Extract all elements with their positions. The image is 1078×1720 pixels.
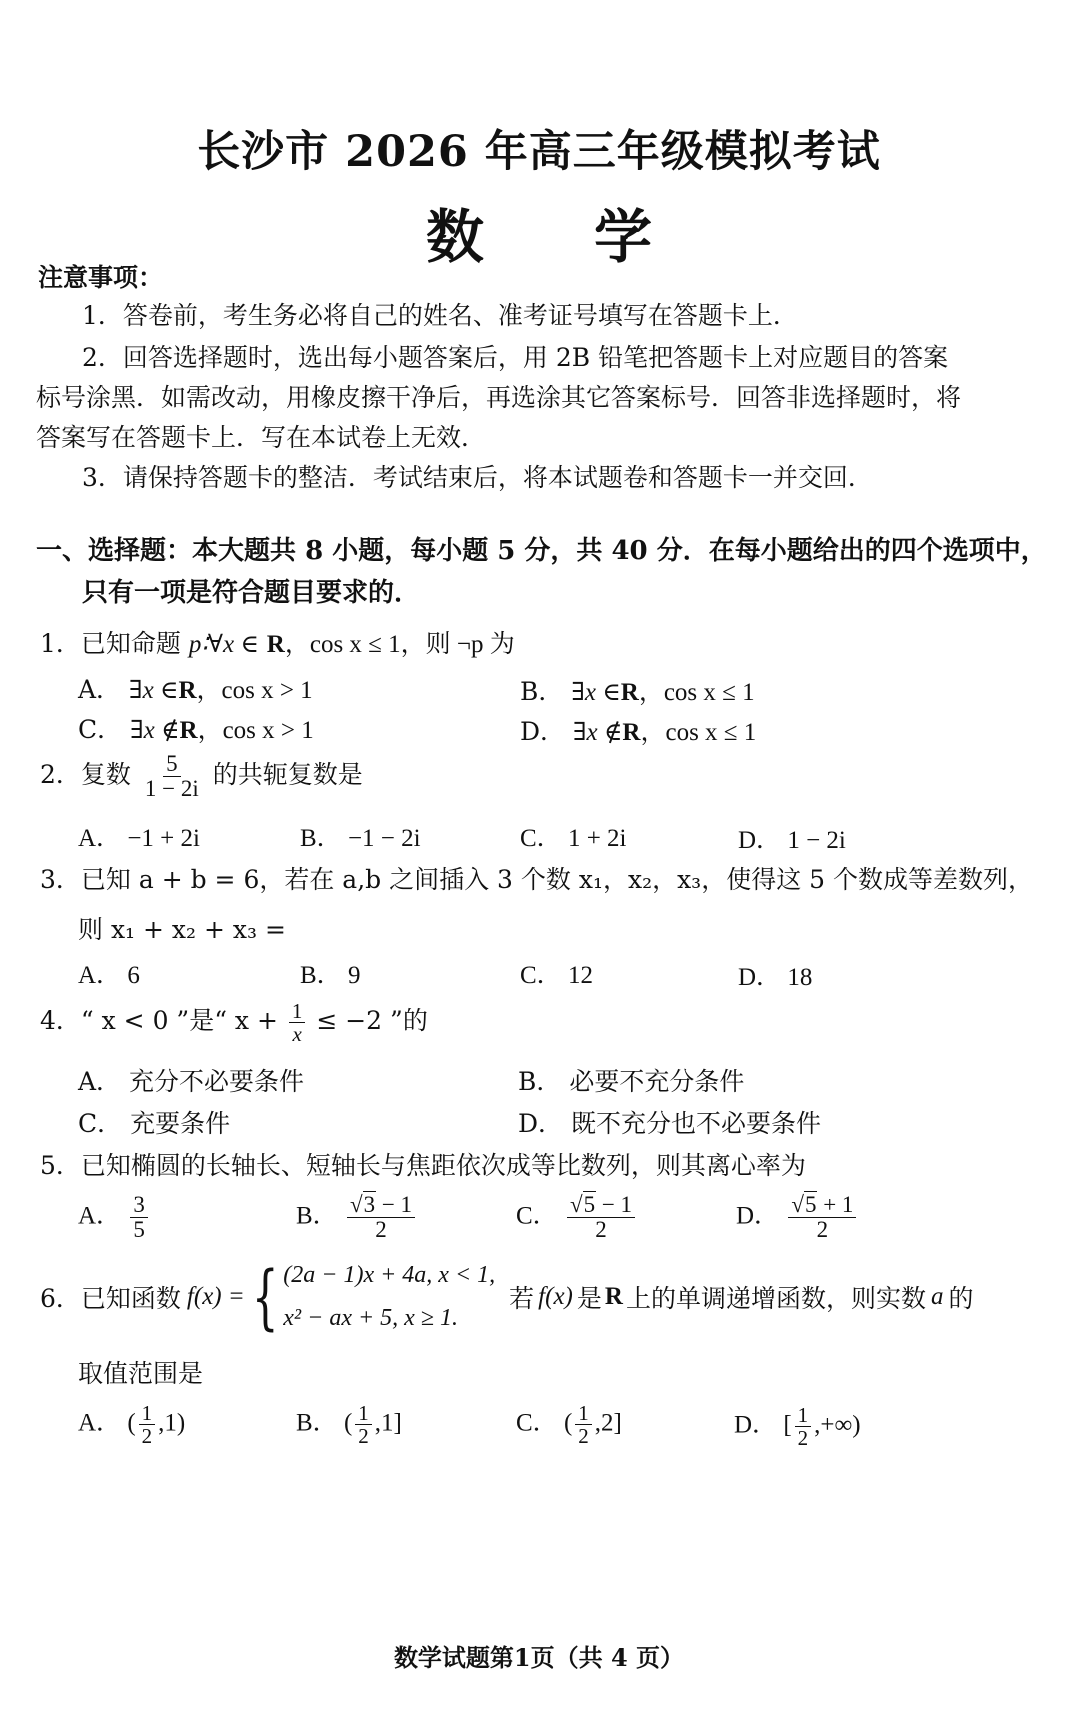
q4-option-b[interactable] — [518, 1062, 744, 1098]
q1-option-a-quant: ∃x ∈ — [129, 677, 179, 704]
q1-option-d-quant: ∃x ∉ — [573, 719, 623, 746]
q6-number: 6． — [40, 1284, 81, 1313]
q2-option-d-text: 1 − 2i — [787, 827, 846, 854]
q5-option-c-num — [567, 1193, 635, 1218]
q2-option-c-label: C． — [520, 825, 562, 852]
section-heading — [36, 530, 1047, 567]
q4-option-d-text: 既不充分也不必要条件 — [571, 1109, 822, 1138]
q6-option-c-close: ,2] — [594, 1409, 622, 1437]
q5-option-b-radicand: 3 — [363, 1192, 376, 1217]
q1-stem-b: ，cos x ≤ 1，则 ¬p 为 — [284, 631, 515, 658]
q2-option-c[interactable] — [520, 818, 626, 854]
q2-option-b-label: B． — [300, 825, 342, 852]
q6-cases — [283, 1262, 495, 1332]
q1-option-b-set: R — [620, 679, 639, 706]
q1-option-b-cond: ，cos x ≤ 1 — [638, 679, 755, 706]
q5-option-a-fraction — [130, 1193, 148, 1242]
q6-option-d-half — [795, 1404, 812, 1449]
q1-stem-a: 已知命题 — [80, 629, 181, 658]
q3-option-b-text: 9 — [347, 962, 361, 989]
q5-option-b-label: B． — [296, 1202, 338, 1230]
q2-option-b[interactable] — [300, 818, 421, 854]
q6-stem-b4: 的 — [948, 1284, 974, 1313]
page-footer: 数学试题第1页（共 4 页） — [393, 1643, 685, 1672]
q3-option-c-label: C． — [520, 962, 562, 989]
q2-stem-b: 的共轭复数是 — [212, 760, 363, 790]
q6-option-b-label: B． — [296, 1409, 338, 1437]
q6-function-name: f(x) = — [186, 1283, 245, 1310]
q2-option-a-text: −1 + 2i — [127, 825, 200, 852]
q6-option-a-half — [139, 1402, 156, 1447]
half-den: 2 — [578, 1424, 589, 1449]
q4-option-a[interactable] — [78, 1062, 304, 1098]
q5-option-b[interactable] — [296, 1193, 418, 1242]
q4-fraction-num: 1 — [289, 1000, 306, 1023]
q5-option-b-rest: − 1 — [376, 1192, 413, 1217]
section-prefix: 一、选择题： — [36, 536, 193, 566]
subject-char-2: 学 — [594, 203, 653, 271]
q1-option-b[interactable] — [520, 672, 755, 708]
q3-option-a[interactable] — [78, 955, 140, 991]
q6-option-c-half — [575, 1402, 592, 1447]
q4-option-d-label: D． — [518, 1109, 564, 1138]
half-den: 2 — [358, 1424, 369, 1449]
question-3-stem — [40, 860, 1033, 896]
note-item-2-line-2: 标号涂黑．如需改动，用橡皮擦干净后，再选涂其它答案标号．回答非选择题时，将 — [36, 383, 962, 412]
q1-option-c-quant: ∃x ∉ — [130, 717, 180, 744]
q2-option-d-label: D． — [738, 827, 782, 854]
q6-stem-fx: f(x) — [538, 1283, 573, 1310]
q5-option-b-num — [347, 1193, 415, 1218]
sqrt-symbol: √5 — [569, 1192, 596, 1217]
q5-option-d-rest: + 1 — [817, 1192, 854, 1217]
q1-option-c[interactable] — [78, 710, 314, 746]
q1-option-a-cond: ，cos x > 1 — [196, 677, 313, 704]
q6-case-1: (2a − 1)x + 4a, x < 1, — [283, 1262, 496, 1288]
q5-option-c-radicand: 5 — [583, 1192, 596, 1217]
q5-option-b-fraction — [347, 1193, 415, 1242]
section-line-1: 本大题共 8 小题，每小题 5 分，共 40 分．在每小题给出的四个选项中， — [192, 536, 1047, 566]
q1-option-b-quant: ∃x ∈ — [571, 679, 621, 706]
q6-option-d-close: ,+∞) — [814, 1411, 861, 1439]
q6-option-b[interactable] — [296, 1402, 402, 1447]
q5-option-a-den: 5 — [133, 1217, 145, 1243]
note-item-2-line-3: 答案写在答题卡上．写在本试卷上无效． — [36, 423, 487, 452]
q6-option-d-open: [ — [783, 1411, 792, 1439]
q5-number: 5． — [40, 1151, 81, 1180]
q1-option-b-label: B． — [520, 677, 564, 706]
q2-option-c-text: 1 + 2i — [567, 825, 627, 852]
q1-option-d-set: R — [622, 719, 641, 746]
q1-p: p — [188, 631, 202, 658]
q3-option-a-text: 6 — [127, 962, 140, 989]
q2-option-d[interactable] — [738, 820, 846, 856]
half-den: 2 — [797, 1426, 809, 1451]
q4-fraction-den: x — [292, 1022, 302, 1047]
note-item-3: 3．请保持答题卡的整洁．考试结束后，将本试题卷和答题卡一并交回． — [82, 463, 873, 492]
q6-option-a-open: ( — [127, 1409, 136, 1437]
question-1-stem — [40, 624, 515, 660]
half-num: 1 — [139, 1402, 156, 1425]
question-2-stem — [40, 752, 363, 801]
q4-option-c-text: 充要条件 — [130, 1109, 231, 1138]
q4-option-c-label: C． — [78, 1109, 123, 1138]
q3-option-d[interactable] — [738, 957, 812, 993]
q1-option-c-label: C． — [78, 715, 123, 744]
q5-option-a[interactable] — [78, 1193, 151, 1242]
q5-option-d-radicand: 5 — [804, 1192, 817, 1217]
q4-stem-b: ≤ −2 ”的 — [316, 1006, 428, 1036]
q6-option-d[interactable] — [734, 1404, 861, 1449]
q1-option-c-cond: ，cos x > 1 — [197, 717, 314, 744]
q4-option-d[interactable] — [518, 1104, 821, 1140]
q6-option-d-label: D． — [734, 1411, 778, 1439]
q4-number: 4． — [40, 1006, 81, 1036]
q1-option-d[interactable] — [520, 712, 756, 748]
q4-option-c[interactable] — [78, 1104, 230, 1140]
q4-option-b-label: B． — [518, 1067, 562, 1096]
q4-option-b-text: 必要不充分条件 — [569, 1067, 745, 1096]
q1-option-a[interactable] — [78, 670, 313, 706]
q5-stem: 已知椭圆的长轴长、短轴长与焦距依次成等比数列，则其离心率为 — [80, 1151, 806, 1180]
half-num: 1 — [355, 1402, 372, 1425]
q2-fraction-num: 5 — [163, 752, 181, 777]
half-den: 2 — [141, 1424, 153, 1449]
q5-option-c-rest: − 1 — [596, 1192, 633, 1217]
note-item-1: 1．答卷前，考生务必将自己的姓名、准考证号填写在答题卡上． — [82, 301, 798, 330]
q3-option-c-text: 12 — [567, 962, 593, 989]
q3-option-b-label: B． — [300, 962, 342, 989]
q3-option-c[interactable] — [520, 955, 593, 991]
left-brace: { — [251, 1256, 279, 1338]
q6-stem-b2: 是 — [576, 1284, 602, 1313]
q3-option-d-label: D． — [738, 964, 782, 991]
q5-option-a-label: A． — [78, 1202, 122, 1230]
q4-stem-a: “ x < 0 ”是“ x + — [80, 1006, 278, 1036]
q5-option-b-den: 2 — [375, 1217, 387, 1243]
q5-option-d-num — [788, 1193, 856, 1218]
question-5-stem — [40, 1146, 806, 1182]
q1-real-set: R — [266, 631, 285, 658]
q6-option-c[interactable] — [516, 1402, 622, 1447]
q5-option-d[interactable] — [736, 1193, 859, 1242]
q1-number: 1． — [40, 629, 81, 658]
q5-option-c-fraction — [567, 1193, 635, 1242]
q1-forall: ∶∀x ∈ — [201, 631, 259, 658]
q6-option-a[interactable] — [78, 1402, 185, 1447]
q2-fraction — [142, 752, 202, 801]
sqrt-symbol: √3 — [349, 1192, 376, 1217]
q1-option-a-label: A． — [78, 675, 122, 704]
half-num: 1 — [575, 1402, 592, 1425]
q6-option-c-label: C． — [516, 1409, 558, 1437]
q1-option-d-cond: ，cos x ≤ 1 — [640, 719, 757, 746]
q5-option-d-fraction — [788, 1193, 856, 1242]
q2-number: 2． — [40, 760, 81, 790]
q2-option-b-text: −1 − 2i — [347, 825, 421, 852]
q6-stem-a: 已知函数 — [80, 1284, 181, 1313]
q5-option-c-label: C． — [516, 1202, 558, 1230]
q6-option-c-open: ( — [563, 1409, 573, 1437]
note-item-2-line-1: 2．回答选择题时，选出每小题答案后，用 2B 铅笔把答题卡上对应题目的答案 — [82, 343, 949, 372]
q6-piecewise — [245, 1256, 496, 1338]
q6-case-2: x² − ax + 5, x ≥ 1. — [283, 1305, 458, 1331]
q6-option-a-close: ,1) — [158, 1409, 186, 1437]
q2-fraction-den: 1 − 2i — [144, 776, 199, 802]
q3-option-b[interactable] — [300, 955, 360, 991]
q2-stem-a: 复数 — [80, 760, 131, 790]
q2-option-a-label: A． — [78, 825, 122, 852]
q3-number: 3． — [40, 865, 81, 894]
q6-option-b-close: ,1] — [374, 1409, 402, 1437]
q6-stem-a-var: a — [930, 1283, 944, 1310]
q5-option-c-den: 2 — [595, 1217, 607, 1243]
subject-char-1: 数 — [425, 203, 484, 271]
q1-option-a-set: R — [178, 677, 197, 704]
sqrt-symbol: √5 — [791, 1192, 817, 1217]
q6-line-2: 取值范围是 — [78, 1359, 204, 1388]
q3-option-d-text: 18 — [787, 964, 813, 991]
q6-option-b-open: ( — [343, 1409, 353, 1437]
q6-stem-b1: 若 — [509, 1284, 535, 1313]
q6-stem-b3: 上的单调递增函数，则实数 — [625, 1284, 926, 1313]
q6-real-set: R — [604, 1283, 623, 1310]
q3-line-1: 已知 a + b = 6，若在 a,b 之间插入 3 个数 x₁，x₂，x₃，使得这 5 个数成等差数列， — [80, 865, 1034, 894]
exam-title: 长沙市 2026 年高三年级模拟考试 — [197, 127, 881, 177]
q5-option-d-label: D． — [736, 1202, 780, 1230]
section-line-2: 只有一项是符合题目要求的． — [82, 578, 421, 608]
q4-fraction — [289, 1000, 306, 1045]
notes-heading: 注意事项： — [38, 263, 164, 292]
q4-option-a-label: A． — [78, 1067, 122, 1096]
question-6-stem — [40, 1256, 974, 1338]
q1-option-d-label: D． — [520, 717, 566, 746]
q4-option-a-text: 充分不必要条件 — [129, 1067, 305, 1096]
q2-option-a[interactable] — [78, 818, 200, 854]
q5-option-a-num: 3 — [130, 1193, 148, 1218]
q1-option-c-set: R — [179, 717, 198, 744]
q3-option-a-label: A． — [78, 962, 122, 989]
q5-option-d-den: 2 — [816, 1217, 829, 1243]
q3-line-2: 则 x₁ + x₂ + x₃ = — [78, 915, 286, 944]
half-num: 1 — [795, 1404, 812, 1427]
q5-option-c[interactable] — [516, 1193, 638, 1242]
question-4-stem — [40, 1000, 428, 1045]
q6-option-b-half — [355, 1402, 372, 1447]
q6-option-a-label: A． — [78, 1409, 122, 1437]
